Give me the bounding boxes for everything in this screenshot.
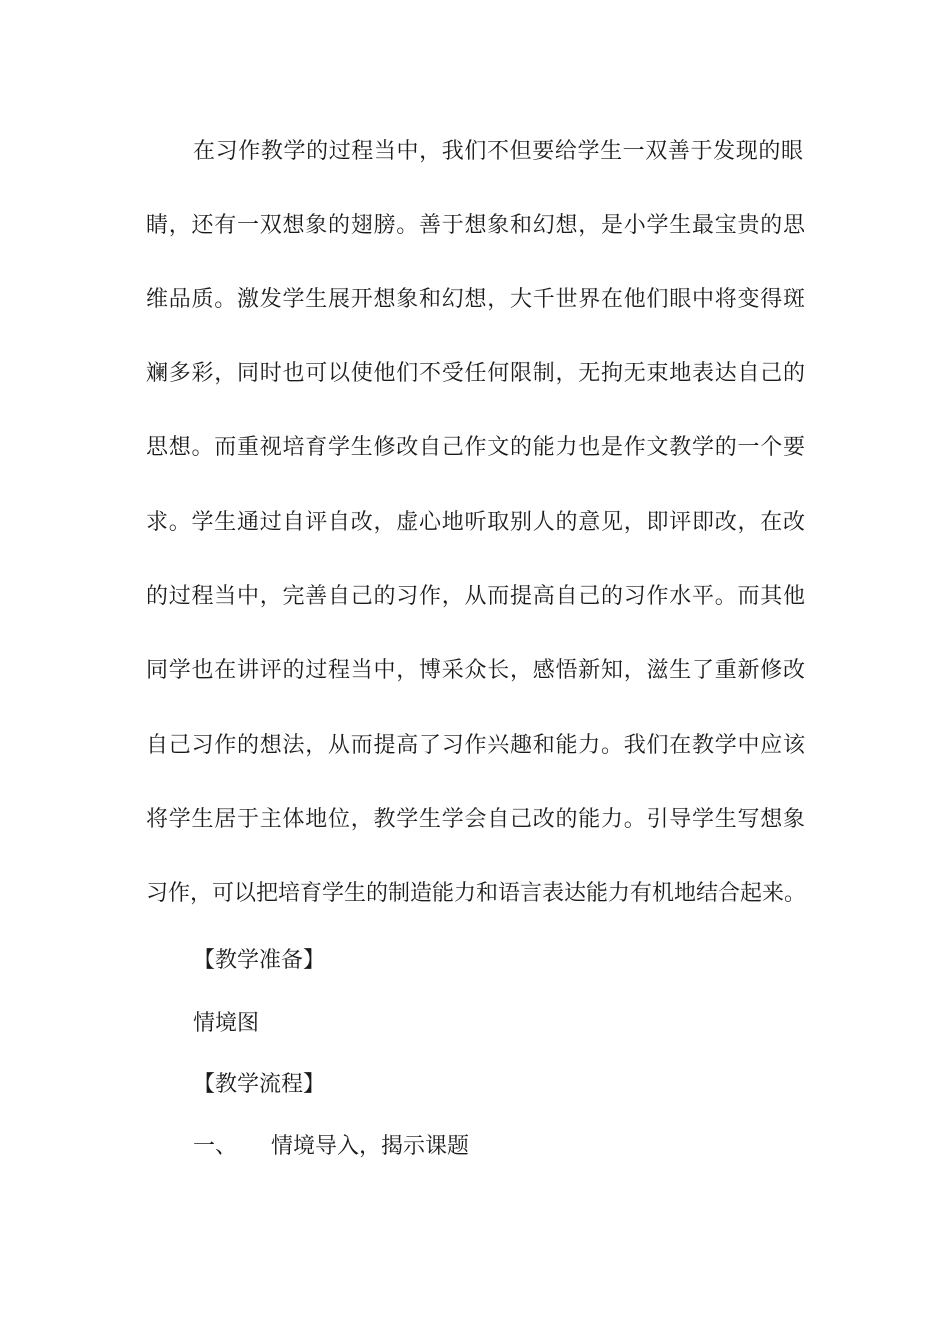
paragraph-line-9: 自己习作的想法，从而提高了习作兴趣和能力。我们在教学中应该 [146,733,805,758]
paragraph-line-6: 求。学生通过自评自改，虚心地听取别人的意见，即评即改，在改 [146,510,805,535]
step-1-number: 一、 [193,1134,238,1159]
section-heading-process: 【教学流程】 [193,1072,326,1097]
section-heading-preparation: 【教学准备】 [193,948,326,973]
paragraph-line-2: 睛，还有一双想象的翅膀。善于想象和幻想，是小学生最宝贵的思 [146,213,805,238]
paragraph-line-11: 习作，可以把培育学生的制造能力和语言表达能力有机地结合起来。 [146,881,807,906]
paragraph-line-1: 在习作教学的过程当中，我们不但要给学生一双善于发现的眼 [193,139,803,164]
step-1-text: 情境导入，揭示课题 [271,1134,470,1159]
paragraph-line-3: 维品质。激发学生展开想象和幻想，大千世界在他们眼中将变得斑 [146,287,805,312]
paragraph-line-5: 思想。而重视培育学生修改自己作文的能力也是作文教学的一个要 [146,435,805,460]
step-1-heading [193,1132,469,1162]
preparation-item: 情境图 [193,1011,260,1036]
paragraph-line-10: 将学生居于主体地位，教学生学会自己改的能力。引导学生写想象 [146,807,805,832]
paragraph-line-4: 斓多彩，同时也可以使他们不受任何限制，无拘无束地表达自己的 [146,361,805,386]
paragraph-line-8: 同学也在讲评的过程当中，博采众长，感悟新知，滋生了重新修改 [146,658,805,683]
paragraph-line-7: 的过程当中，完善自己的习作，从而提高自己的习作水平。而其他 [146,584,805,609]
